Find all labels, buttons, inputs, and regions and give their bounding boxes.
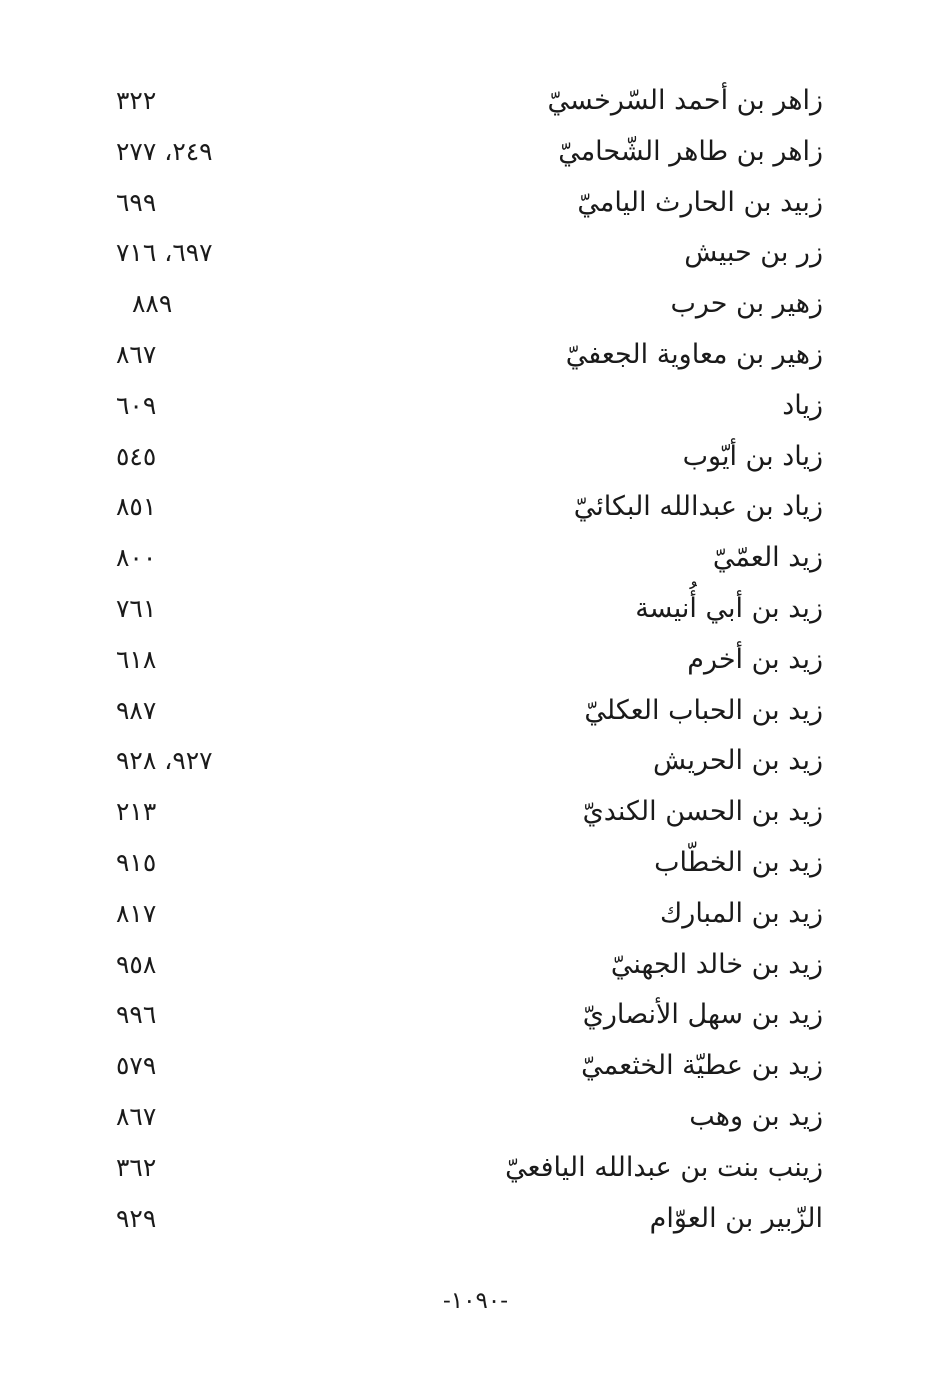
index-entry	[0, 1194, 951, 1245]
entry-name: زيد بن سهل الأنصاريّ	[582, 999, 823, 1031]
index-entry	[0, 178, 951, 229]
entry-page-refs: ٨٦٧	[116, 1101, 157, 1131]
entry-page-refs: ٩٥٨	[116, 949, 157, 979]
entry-name: زياد بن أيّوب	[682, 440, 823, 472]
entry-page-refs: ٨٥١	[116, 492, 157, 522]
entry-name: زاهر بن طاهر الشّحاميّ	[558, 135, 823, 167]
index-entry	[0, 533, 951, 584]
index-entry	[0, 330, 951, 381]
entry-page-refs: ٩٢٧، ٩٢٨	[116, 746, 213, 776]
index-entry	[0, 381, 951, 432]
entry-name: زيد بن الخطّاب	[654, 846, 823, 878]
entry-page-refs: ٥٤٥	[116, 441, 157, 471]
entry-page-refs: ٩٨٧	[116, 695, 157, 725]
entry-page-refs: ٨٨٩	[132, 289, 173, 319]
index-entry	[0, 228, 951, 279]
index-entry	[0, 127, 951, 178]
name-index-list	[0, 76, 951, 1244]
entry-name: زيد بن الحسن الكنديّ	[582, 796, 823, 828]
entry-page-refs: ٧٦١	[116, 593, 157, 623]
entry-name: زينب بنت بن عبدالله اليافعيّ	[505, 1151, 823, 1183]
entry-name: زيد بن الحباب العكليّ	[584, 694, 823, 726]
entry-name: زيد بن المبارك	[660, 897, 823, 929]
entry-page-refs: ٦٩٩	[116, 187, 157, 217]
entry-name: زياد بن عبدالله البكائيّ	[573, 491, 823, 523]
entry-name: زاهر بن أحمد السّرخسيّ	[547, 85, 823, 116]
index-entry	[0, 76, 951, 127]
index-entry	[0, 990, 951, 1041]
entry-page-refs: ٦٩٧، ٧١٦	[116, 238, 213, 268]
entry-page-refs: ٨٦٧	[116, 339, 157, 369]
entry-page-refs: ٢١٣	[116, 797, 157, 827]
entry-page-refs: ٥٧٩	[116, 1051, 157, 1081]
index-entry	[0, 1143, 951, 1194]
entry-page-refs: ٩١٥	[116, 847, 157, 877]
entry-page-refs: ٩٢٩	[116, 1203, 157, 1233]
entry-name: زيد بن عطيّة الخثعميّ	[581, 1050, 823, 1082]
index-entry	[0, 889, 951, 940]
index-entry	[0, 787, 951, 838]
entry-name: زر بن حبيش	[684, 237, 823, 269]
entry-name: زيد بن وهب	[689, 1100, 823, 1132]
entry-name: زياد	[782, 389, 823, 421]
index-entry	[0, 279, 951, 330]
index-entry	[0, 838, 951, 889]
entry-name: زهير بن معاوية الجعفيّ	[565, 338, 823, 370]
entry-name: زبيد بن الحارث الياميّ	[577, 186, 823, 218]
index-entry	[0, 736, 951, 787]
index-entry	[0, 482, 951, 533]
entry-page-refs: ٣٦٢	[116, 1152, 157, 1182]
index-entry	[0, 686, 951, 737]
entry-name: زيد بن خالد الجهنيّ	[610, 948, 823, 980]
entry-page-refs: ٢٤٩، ٢٧٧	[116, 136, 213, 166]
index-entry	[0, 1092, 951, 1143]
entry-page-refs: ٣٢٢	[116, 86, 157, 115]
entry-name: زيد العمّيّ	[712, 542, 823, 574]
index-entry	[0, 940, 951, 991]
index-entry	[0, 635, 951, 686]
page-number: -١٠٩٠-	[443, 1288, 508, 1314]
index-entry	[0, 584, 951, 635]
entry-page-refs: ٨١٧	[116, 898, 157, 928]
index-entry	[0, 1041, 951, 1092]
entry-name: زيد بن الحريش	[653, 745, 823, 777]
entry-name: الزّبير بن العوّام	[649, 1202, 823, 1234]
index-entry	[0, 432, 951, 483]
entry-name: زيد بن أخرم	[687, 643, 823, 675]
entry-page-refs: ٩٩٦	[116, 1000, 157, 1030]
entry-page-refs: ٨٠٠	[116, 543, 157, 573]
entry-name: زيد بن أبي أُنيسة	[635, 592, 823, 624]
entry-page-refs: ٦١٨	[116, 644, 157, 674]
entry-page-refs: ٦٠٩	[116, 390, 157, 420]
entry-name: زهير بن حرب	[670, 288, 823, 320]
